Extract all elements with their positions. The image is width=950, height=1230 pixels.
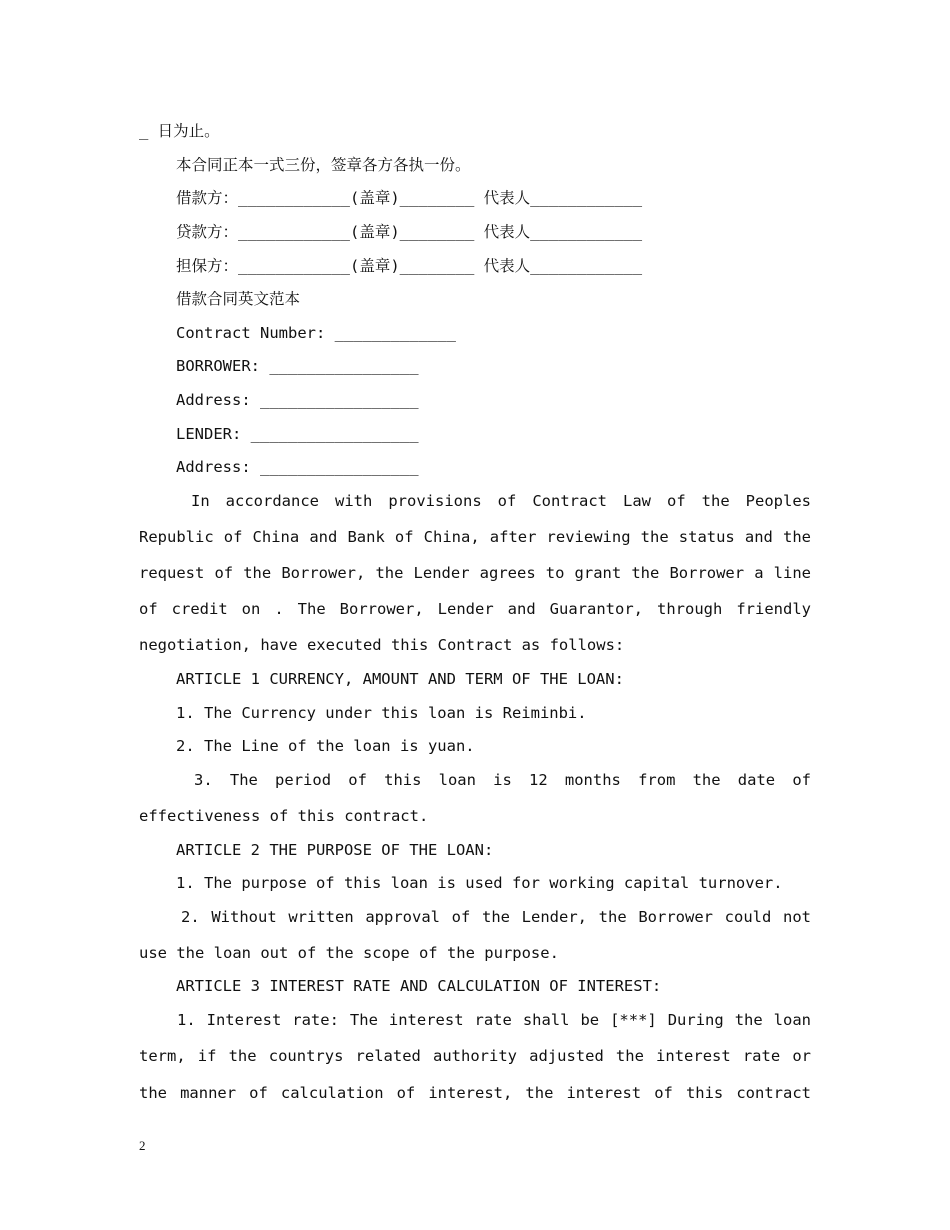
clause-line: 1. The Currency under this loan is Reiminbi.	[176, 704, 587, 722]
paragraph-line: negotiation, have executed this Contract as follows:	[139, 636, 625, 654]
signature-line-lender: 贷款方：____________(盖章)________ 代表人____________	[176, 223, 643, 241]
signature-line-guarantor: 担保方：____________(盖章)________ 代表人____________	[176, 257, 643, 275]
page-number: 2	[139, 1138, 146, 1153]
article-heading: ARTICLE 3 INTEREST RATE AND CALCULATION OF INTEREST:	[176, 977, 662, 995]
clause-line: 1. The purpose of this loan is used for working capital turnover.	[176, 874, 783, 892]
paragraph-line: of credit on . The Borrower, Lender and Guarantor, through friendly	[139, 600, 811, 618]
clause-line: 3. The period of this loan is 12 months from the date of	[194, 771, 811, 789]
clause-line: the manner of calculation of interest, the interest of this contract	[139, 1084, 811, 1102]
address-line: Address: _________________	[176, 458, 419, 476]
text-line: _ 日为止。	[139, 122, 220, 140]
article-heading: ARTICLE 1 CURRENCY, AMOUNT AND TERM OF THE LOAN:	[176, 670, 624, 688]
borrower-line: BORROWER: ________________	[176, 357, 419, 375]
clause-line: 1. Interest rate: The interest rate shall be [***] During the loan	[177, 1011, 811, 1029]
clause-line: term, if the countrys related authority adjusted the interest rate or	[139, 1047, 811, 1065]
lender-line: LENDER: __________________	[176, 425, 419, 443]
section-heading: 借款合同英文范本	[176, 290, 301, 308]
paragraph-line: Republic of China and Bank of China, after reviewing the status and the	[139, 528, 811, 546]
contract-number-line: Contract Number: _____________	[176, 324, 456, 342]
clause-line: effectiveness of this contract.	[139, 807, 429, 825]
clause-line: use the loan out of the scope of the purpose.	[139, 944, 559, 962]
address-line: Address: _________________	[176, 391, 419, 409]
signature-line-borrower: 借款方：____________(盖章)________ 代表人____________	[176, 189, 643, 207]
paragraph-line: request of the Borrower, the Lender agrees to grant the Borrower a line	[139, 564, 811, 582]
clause-line: 2. The Line of the loan is yuan.	[176, 737, 475, 755]
clause-line: 2. Without written approval of the Lender, the Borrower could not	[181, 908, 811, 926]
paragraph-line: In accordance with provisions of Contract Law of the Peoples	[191, 492, 811, 510]
text-line: 本合同正本一式三份，签章各方各执一份。	[176, 156, 471, 174]
article-heading: ARTICLE 2 THE PURPOSE OF THE LOAN:	[176, 841, 494, 859]
